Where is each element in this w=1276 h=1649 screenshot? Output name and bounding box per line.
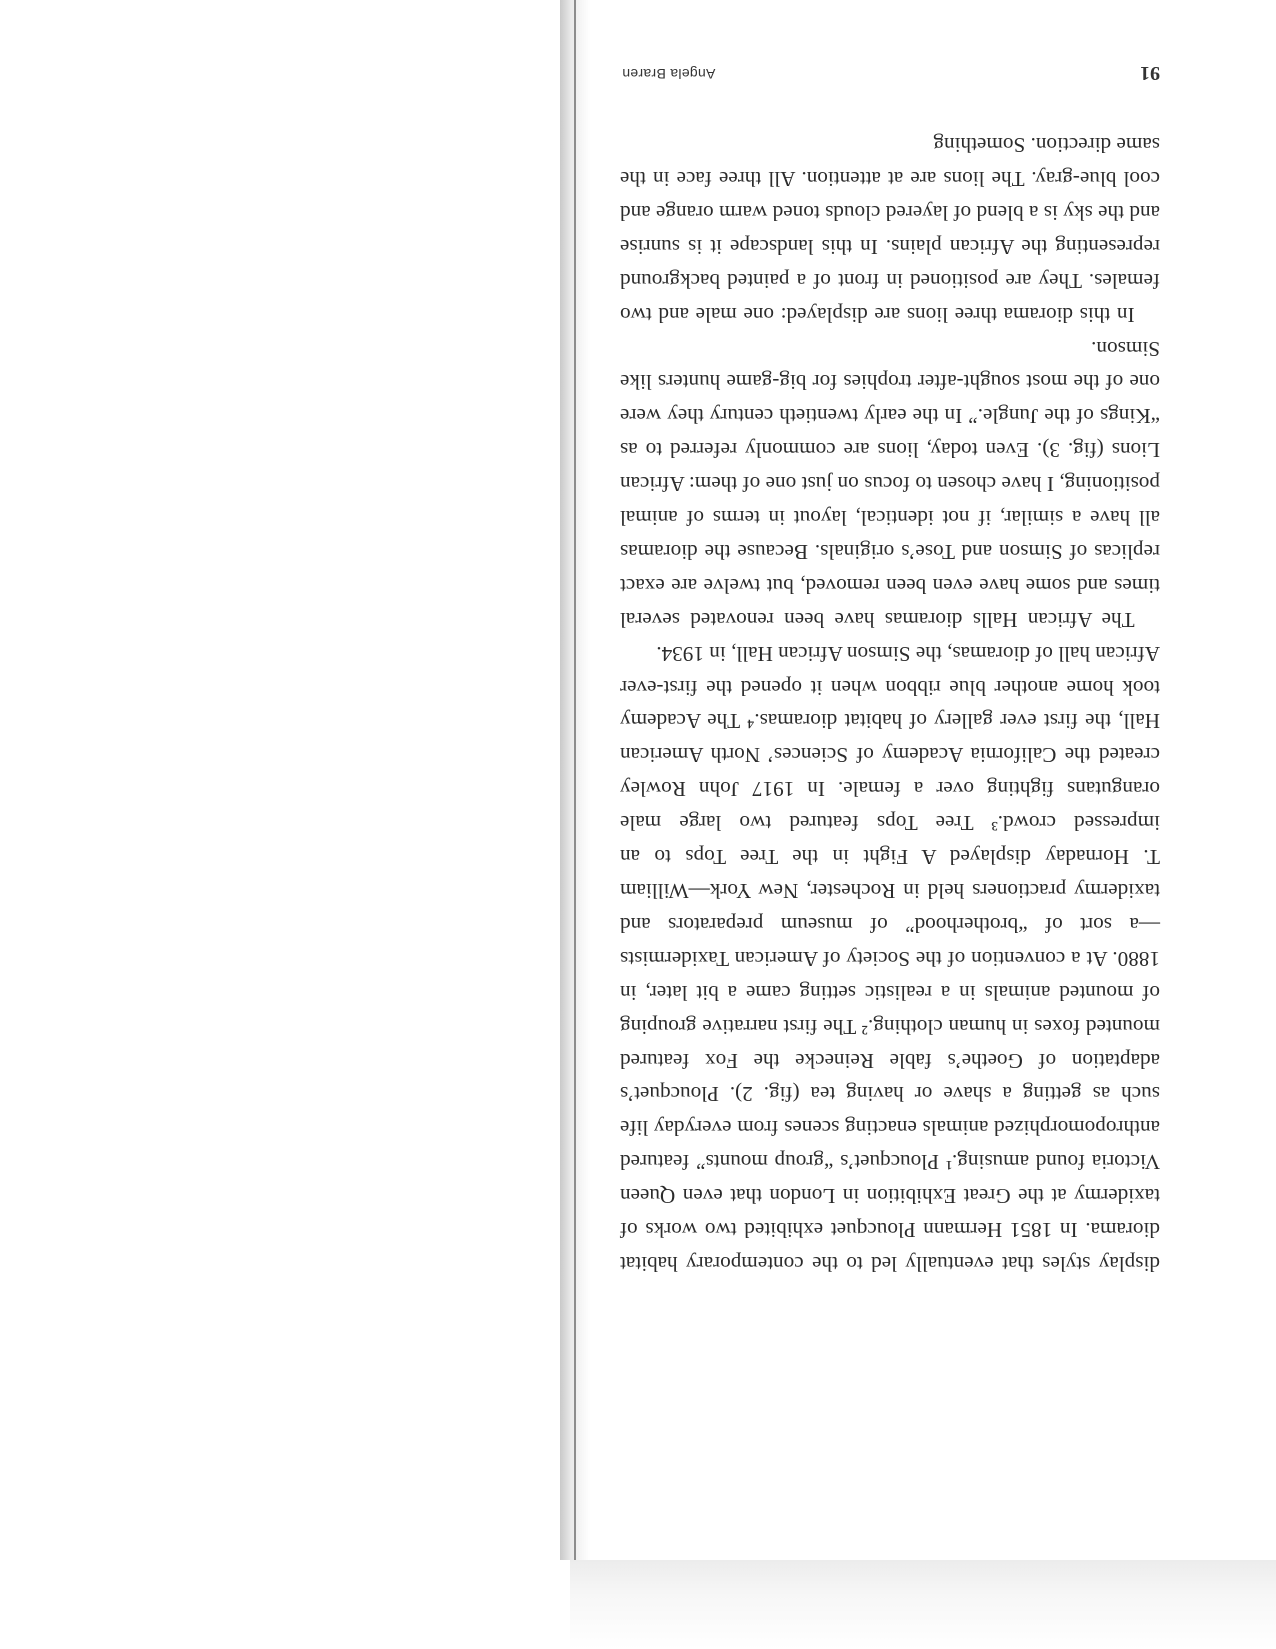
paragraph: In this diorama three lions are displayed: one male and two females. They are positioned in front of a painted background representing the African plains. In this landscape it is sunrise and the sky is a blend of layered clouds toned warm orange and cool blue-gray. The lions are at attention. All three face in the same direction. Something bbox=[620, 133, 1160, 327]
paragraph: The African Halls dioramas have been renovated several times and some have even been removed, but twelve are exact replicas of Simson and Tose’s originals. Because the dioramas all have a similar, if not identical, layout in terms of animal positioning, I have chosen to focus on just one of them: African Lions (fig. 3). Even today, lions are commonly referred to as “Kings of the Jungle.” In the early twentieth century they were one of the most sought-after trophies for big-game hunters like Simson. bbox=[620, 336, 1160, 632]
scanned-page bbox=[600, 40, 1160, 1280]
page-number: 91 bbox=[1140, 62, 1160, 84]
running-head-author: Angela Braren bbox=[622, 66, 716, 82]
paragraph: display styles that eventually led to the contemporary habitat diorama. In 1851 Hermann Ploucquet exhibited two works of taxidermy at the Great Exhibition in London that even Queen Victoria found amusing.¹ Ploucquet’s “group mounts” featured anthropomorphized animals enacting scenes from everyday life such as getting a shave or having tea (fig. 2). Ploucquet’s adaptation of Goethe’s fable Reinecke the Fox featured mounted foxes in human clothing.² The first narrative grouping of mounted animals in a realistic setting came a bit later, in 1880. At a convention of the Society of American Taxidermists—a sort of “brotherhood” of museum preparators and taxidermy practioners held in Rochester, New York—William T. Hornaday displayed A Fight in the Tree Tops to an impressed crowd.³ Tree Tops featured two large male orangutans fighting over a female. In 1917 John Rowley created the California Academy of Sciences’ North American Hall, the first ever gallery of habitat dioramas.⁴ The Academy took home another blue ribbon when it opened the first-ever African hall of dioramas, the Simson African Hall, in 1934. bbox=[620, 641, 1160, 1276]
page-bottom-shadow bbox=[570, 1560, 1276, 1649]
book-spine-line bbox=[574, 0, 576, 1560]
running-head bbox=[600, 54, 1160, 84]
body-text bbox=[620, 127, 1160, 1280]
